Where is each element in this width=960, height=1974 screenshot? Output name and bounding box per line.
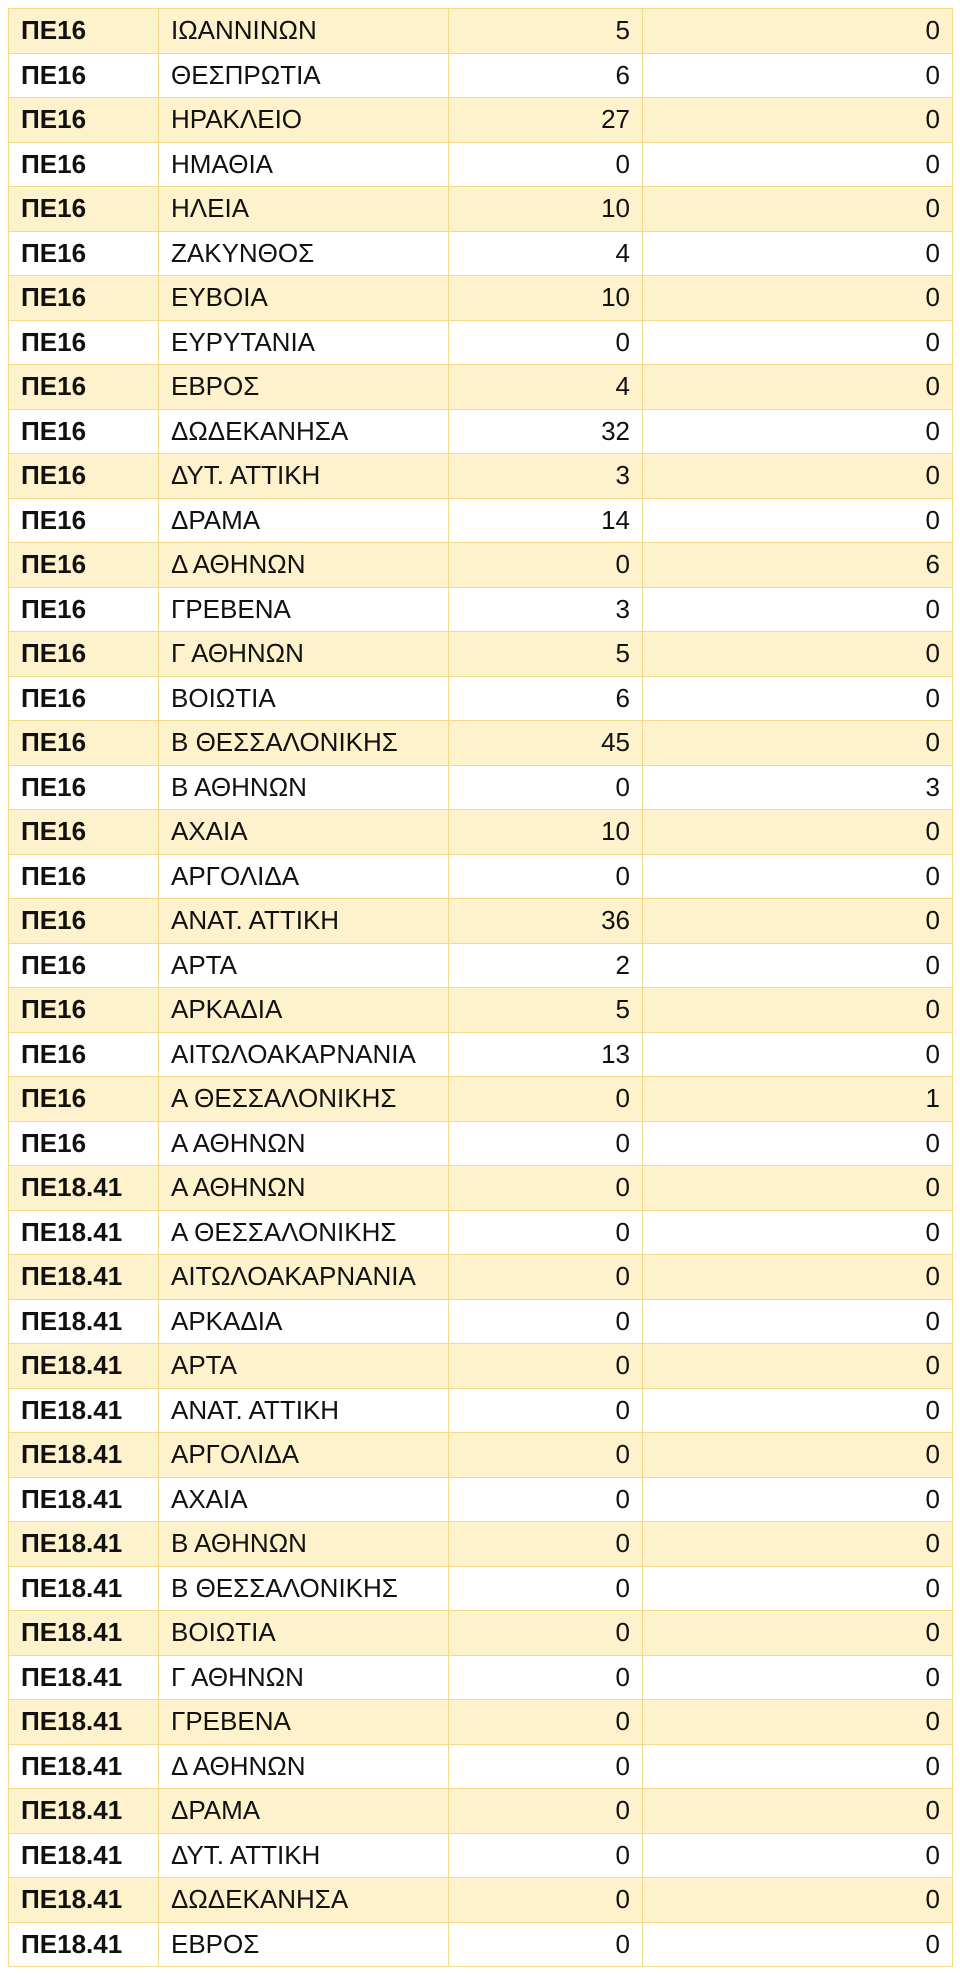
value-2-cell: 0 <box>643 943 953 988</box>
value-2-cell: 0 <box>643 1255 953 1300</box>
table-row <box>9 1833 953 1878</box>
table-row <box>9 1077 953 1122</box>
value-2-cell: 0 <box>643 187 953 232</box>
value-2-cell: 0 <box>643 587 953 632</box>
value-1-cell: 3 <box>449 454 643 499</box>
table-row <box>9 1566 953 1611</box>
value-2-cell: 0 <box>643 632 953 677</box>
value-2-cell: 0 <box>643 53 953 98</box>
table-row <box>9 676 953 721</box>
value-2-cell: 0 <box>643 409 953 454</box>
value-2-cell: 0 <box>643 1388 953 1433</box>
value-2-cell: 0 <box>643 454 953 499</box>
value-2-cell: 6 <box>643 543 953 588</box>
value-1-cell: 0 <box>449 142 643 187</box>
value-2-cell: 0 <box>643 988 953 1033</box>
table-row <box>9 1655 953 1700</box>
specialty-code-cell: ΠΕ18.41 <box>9 1566 159 1611</box>
value-2-cell: 0 <box>643 1433 953 1478</box>
region-cell: ΒΟΙΩΤΙΑ <box>159 1611 449 1656</box>
region-cell: ΑΧΑΙΑ <box>159 1477 449 1522</box>
value-1-cell: 0 <box>449 854 643 899</box>
value-1-cell: 0 <box>449 1344 643 1389</box>
table-row <box>9 53 953 98</box>
table-row <box>9 498 953 543</box>
specialty-code-cell: ΠΕ18.41 <box>9 1700 159 1745</box>
specialty-code-cell: ΠΕ16 <box>9 988 159 1033</box>
value-2-cell: 3 <box>643 765 953 810</box>
value-1-cell: 13 <box>449 1032 643 1077</box>
region-cell: Γ ΑΘΗΝΩΝ <box>159 632 449 677</box>
value-2-cell: 0 <box>643 1121 953 1166</box>
table-row <box>9 899 953 944</box>
table-row <box>9 587 953 632</box>
specialty-code-cell: ΠΕ16 <box>9 365 159 410</box>
specialty-code-cell: ΠΕ16 <box>9 187 159 232</box>
value-2-cell: 0 <box>643 1700 953 1745</box>
value-2-cell: 0 <box>643 276 953 321</box>
specialty-code-cell: ΠΕ16 <box>9 587 159 632</box>
table-row <box>9 231 953 276</box>
specialty-code-cell: ΠΕ16 <box>9 899 159 944</box>
table-row <box>9 454 953 499</box>
value-1-cell: 4 <box>449 365 643 410</box>
table-row <box>9 1032 953 1077</box>
table-row <box>9 1700 953 1745</box>
specialty-code-cell: ΠΕ16 <box>9 543 159 588</box>
value-2-cell: 0 <box>643 9 953 54</box>
region-cell: Α ΑΘΗΝΩΝ <box>159 1121 449 1166</box>
specialty-code-cell: ΠΕ16 <box>9 320 159 365</box>
region-cell: ΑΡΓΟΛΙΔΑ <box>159 854 449 899</box>
value-1-cell: 36 <box>449 899 643 944</box>
region-cell: ΕΥΡΥΤΑΝΙΑ <box>159 320 449 365</box>
value-1-cell: 6 <box>449 676 643 721</box>
specialty-code-cell: ΠΕ18.41 <box>9 1789 159 1834</box>
specialty-code-cell: ΠΕ16 <box>9 409 159 454</box>
value-2-cell: 0 <box>643 1477 953 1522</box>
table-row <box>9 98 953 143</box>
specialty-code-cell: ΠΕ18.41 <box>9 1433 159 1478</box>
value-1-cell: 6 <box>449 53 643 98</box>
table-row <box>9 1789 953 1834</box>
table-row <box>9 276 953 321</box>
table-row <box>9 1744 953 1789</box>
region-cell: ΑΧΑΙΑ <box>159 810 449 855</box>
specialty-code-cell: ΠΕ16 <box>9 632 159 677</box>
value-2-cell: 0 <box>643 1299 953 1344</box>
region-cell: Β ΘΕΣΣΑΛΟΝΙΚΗΣ <box>159 1566 449 1611</box>
region-cell: Γ ΑΘΗΝΩΝ <box>159 1655 449 1700</box>
region-cell: ΔΩΔΕΚΑΝΗΣΑ <box>159 409 449 454</box>
value-1-cell: 0 <box>449 1077 643 1122</box>
table-row <box>9 765 953 810</box>
region-cell: ΕΥΒΟΙΑ <box>159 276 449 321</box>
value-1-cell: 0 <box>449 1388 643 1433</box>
value-2-cell: 0 <box>643 498 953 543</box>
region-cell: Β ΑΘΗΝΩΝ <box>159 1522 449 1567</box>
region-cell: Δ ΑΘΗΝΩΝ <box>159 543 449 588</box>
specialty-code-cell: ΠΕ16 <box>9 142 159 187</box>
region-cell: ΕΒΡΟΣ <box>159 365 449 410</box>
specialty-code-cell: ΠΕ16 <box>9 498 159 543</box>
value-2-cell: 0 <box>643 1655 953 1700</box>
specialty-code-cell: ΠΕ16 <box>9 1032 159 1077</box>
table-row <box>9 187 953 232</box>
value-2-cell: 0 <box>643 365 953 410</box>
specialty-code-cell: ΠΕ18.41 <box>9 1210 159 1255</box>
table-row <box>9 1121 953 1166</box>
value-1-cell: 0 <box>449 1477 643 1522</box>
specialty-code-cell: ΠΕ16 <box>9 1121 159 1166</box>
value-1-cell: 0 <box>449 1744 643 1789</box>
specialty-code-cell: ΠΕ16 <box>9 9 159 54</box>
table-row <box>9 409 953 454</box>
region-cell: ΑΡΚΑΔΙΑ <box>159 1299 449 1344</box>
value-2-cell: 0 <box>643 1611 953 1656</box>
table-row <box>9 9 953 54</box>
table-row <box>9 1344 953 1389</box>
specialty-code-cell: ΠΕ18.41 <box>9 1655 159 1700</box>
value-2-cell: 0 <box>643 899 953 944</box>
region-cell: ΑΡΓΟΛΙΔΑ <box>159 1433 449 1478</box>
specialty-code-cell: ΠΕ18.41 <box>9 1522 159 1567</box>
value-2-cell: 0 <box>643 1210 953 1255</box>
region-cell: ΘΕΣΠΡΩΤΙΑ <box>159 53 449 98</box>
specialty-code-cell: ΠΕ16 <box>9 231 159 276</box>
table-row <box>9 1433 953 1478</box>
specialty-code-cell: ΠΕ16 <box>9 943 159 988</box>
value-2-cell: 0 <box>643 1744 953 1789</box>
value-1-cell: 5 <box>449 9 643 54</box>
region-cell: ΖΑΚΥΝΘΟΣ <box>159 231 449 276</box>
value-1-cell: 10 <box>449 276 643 321</box>
table-row <box>9 1522 953 1567</box>
value-1-cell: 0 <box>449 1566 643 1611</box>
value-1-cell: 0 <box>449 1878 643 1923</box>
region-cell: Α ΘΕΣΣΑΛΟΝΙΚΗΣ <box>159 1210 449 1255</box>
region-cell: ΑΙΤΩΛΟΑΚΑΡΝΑΝΙΑ <box>159 1255 449 1300</box>
specialty-code-cell: ΠΕ18.41 <box>9 1878 159 1923</box>
value-1-cell: 0 <box>449 1922 643 1967</box>
region-cell: ΔΥΤ. ΑΤΤΙΚΗ <box>159 1833 449 1878</box>
value-2-cell: 0 <box>643 1878 953 1923</box>
table-row <box>9 320 953 365</box>
value-1-cell: 0 <box>449 1833 643 1878</box>
value-1-cell: 0 <box>449 1700 643 1745</box>
region-cell: ΔΥΤ. ΑΤΤΙΚΗ <box>159 454 449 499</box>
specialty-code-cell: ΠΕ16 <box>9 53 159 98</box>
table-row <box>9 1878 953 1923</box>
value-2-cell: 0 <box>643 1566 953 1611</box>
specialty-code-cell: ΠΕ16 <box>9 454 159 499</box>
value-1-cell: 10 <box>449 810 643 855</box>
region-cell: Α ΘΕΣΣΑΛΟΝΙΚΗΣ <box>159 1077 449 1122</box>
specialty-code-cell: ΠΕ16 <box>9 765 159 810</box>
value-1-cell: 0 <box>449 1255 643 1300</box>
region-cell: ΓΡΕΒΕΝΑ <box>159 1700 449 1745</box>
value-2-cell: 0 <box>643 231 953 276</box>
specialty-code-cell: ΠΕ18.41 <box>9 1477 159 1522</box>
value-1-cell: 4 <box>449 231 643 276</box>
value-2-cell: 0 <box>643 1922 953 1967</box>
region-cell: ΔΩΔΕΚΑΝΗΣΑ <box>159 1878 449 1923</box>
value-1-cell: 0 <box>449 1166 643 1211</box>
value-1-cell: 0 <box>449 1611 643 1656</box>
region-cell: Β ΘΕΣΣΑΛΟΝΙΚΗΣ <box>159 721 449 766</box>
table-row <box>9 810 953 855</box>
specialty-code-cell: ΠΕ18.41 <box>9 1299 159 1344</box>
value-2-cell: 0 <box>643 721 953 766</box>
region-cell: ΓΡΕΒΕΝΑ <box>159 587 449 632</box>
region-cell: Α ΑΘΗΝΩΝ <box>159 1166 449 1211</box>
specialty-code-cell: ΠΕ18.41 <box>9 1922 159 1967</box>
specialty-code-cell: ΠΕ16 <box>9 276 159 321</box>
value-1-cell: 14 <box>449 498 643 543</box>
specialty-code-cell: ΠΕ18.41 <box>9 1744 159 1789</box>
value-2-cell: 0 <box>643 98 953 143</box>
value-1-cell: 0 <box>449 320 643 365</box>
region-cell: ΑΡΚΑΔΙΑ <box>159 988 449 1033</box>
specialty-code-cell: ΠΕ16 <box>9 676 159 721</box>
value-2-cell: 0 <box>643 1833 953 1878</box>
table-row <box>9 721 953 766</box>
specialty-code-cell: ΠΕ16 <box>9 854 159 899</box>
table-row <box>9 1210 953 1255</box>
table-row <box>9 365 953 410</box>
specialty-code-cell: ΠΕ16 <box>9 1077 159 1122</box>
region-cell: ΑΡΤΑ <box>159 1344 449 1389</box>
region-cell: ΗΜΑΘΙΑ <box>159 142 449 187</box>
region-cell: ΗΡΑΚΛΕΙΟ <box>159 98 449 143</box>
value-2-cell: 0 <box>643 1522 953 1567</box>
value-1-cell: 0 <box>449 1789 643 1834</box>
value-1-cell: 0 <box>449 1522 643 1567</box>
specialty-code-cell: ΠΕ16 <box>9 810 159 855</box>
table-row <box>9 1255 953 1300</box>
value-2-cell: 0 <box>643 810 953 855</box>
value-1-cell: 2 <box>449 943 643 988</box>
specialty-code-cell: ΠΕ18.41 <box>9 1388 159 1433</box>
value-1-cell: 27 <box>449 98 643 143</box>
region-cell: ΑΝΑΤ. ΑΤΤΙΚΗ <box>159 899 449 944</box>
table-body <box>9 9 953 1967</box>
value-1-cell: 5 <box>449 988 643 1033</box>
value-1-cell: 0 <box>449 543 643 588</box>
region-cell: Δ ΑΘΗΝΩΝ <box>159 1744 449 1789</box>
value-1-cell: 0 <box>449 1299 643 1344</box>
region-cell: ΑΙΤΩΛΟΑΚΑΡΝΑΝΙΑ <box>159 1032 449 1077</box>
value-1-cell: 3 <box>449 587 643 632</box>
value-1-cell: 0 <box>449 1210 643 1255</box>
specialty-code-cell: ΠΕ18.41 <box>9 1255 159 1300</box>
data-table <box>8 8 953 1967</box>
value-2-cell: 0 <box>643 1166 953 1211</box>
region-cell: ΔΡΑΜΑ <box>159 498 449 543</box>
region-cell: ΗΛΕΙΑ <box>159 187 449 232</box>
table-row <box>9 543 953 588</box>
table-row <box>9 1299 953 1344</box>
region-cell: ΑΡΤΑ <box>159 943 449 988</box>
table-row <box>9 943 953 988</box>
value-1-cell: 0 <box>449 1121 643 1166</box>
value-2-cell: 1 <box>643 1077 953 1122</box>
value-2-cell: 0 <box>643 1344 953 1389</box>
specialty-code-cell: ΠΕ18.41 <box>9 1833 159 1878</box>
specialty-code-cell: ΠΕ18.41 <box>9 1166 159 1211</box>
value-2-cell: 0 <box>643 142 953 187</box>
value-1-cell: 5 <box>449 632 643 677</box>
specialty-code-cell: ΠΕ18.41 <box>9 1344 159 1389</box>
region-cell: ΔΡΑΜΑ <box>159 1789 449 1834</box>
table-row <box>9 1166 953 1211</box>
table-row <box>9 1611 953 1656</box>
table-row <box>9 142 953 187</box>
region-cell: ΑΝΑΤ. ΑΤΤΙΚΗ <box>159 1388 449 1433</box>
table-row <box>9 1477 953 1522</box>
value-2-cell: 0 <box>643 1789 953 1834</box>
region-cell: ΙΩΑΝΝΙΝΩΝ <box>159 9 449 54</box>
value-1-cell: 10 <box>449 187 643 232</box>
region-cell: ΒΟΙΩΤΙΑ <box>159 676 449 721</box>
table-row <box>9 988 953 1033</box>
value-2-cell: 0 <box>643 1032 953 1077</box>
table-row <box>9 632 953 677</box>
specialty-code-cell: ΠΕ18.41 <box>9 1611 159 1656</box>
value-2-cell: 0 <box>643 676 953 721</box>
value-1-cell: 0 <box>449 1433 643 1478</box>
value-1-cell: 32 <box>449 409 643 454</box>
specialty-code-cell: ΠΕ16 <box>9 721 159 766</box>
specialty-code-cell: ΠΕ16 <box>9 98 159 143</box>
value-1-cell: 0 <box>449 765 643 810</box>
value-1-cell: 45 <box>449 721 643 766</box>
table-row <box>9 1388 953 1433</box>
table-row <box>9 1922 953 1967</box>
region-cell: Β ΑΘΗΝΩΝ <box>159 765 449 810</box>
table-row <box>9 854 953 899</box>
region-cell: ΕΒΡΟΣ <box>159 1922 449 1967</box>
value-2-cell: 0 <box>643 320 953 365</box>
value-1-cell: 0 <box>449 1655 643 1700</box>
value-2-cell: 0 <box>643 854 953 899</box>
